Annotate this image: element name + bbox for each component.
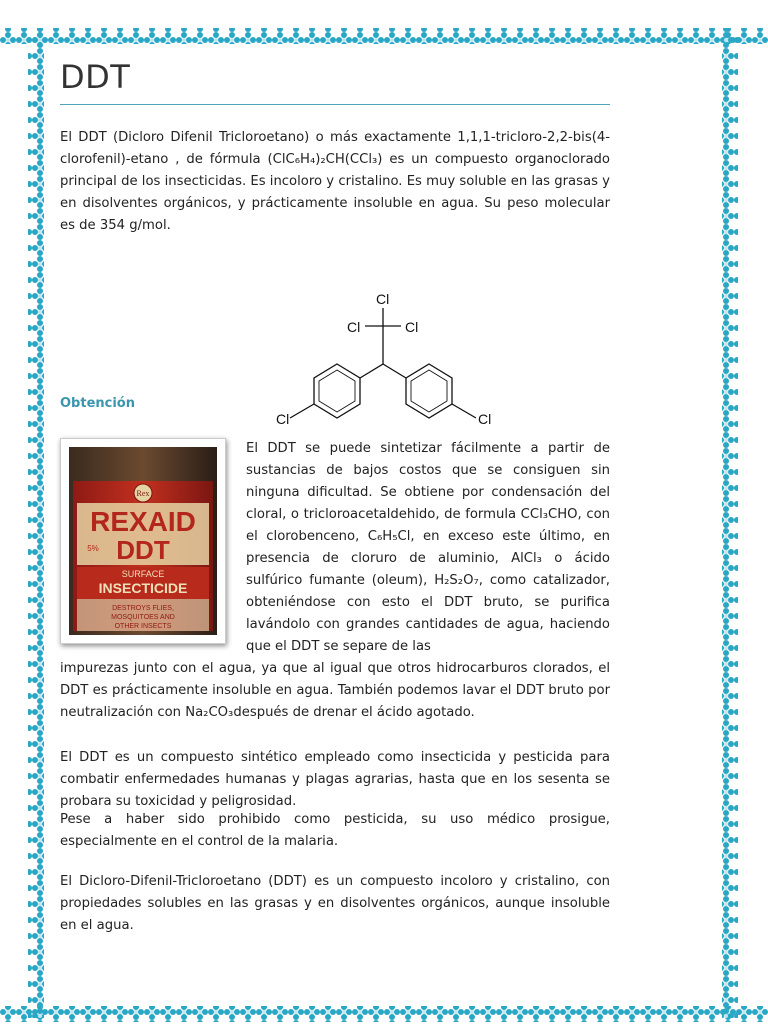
obtencion-text-beside-image: El DDT se puede sintetizar fácilmente a partir de sustancias de bajos costos que se consiguen sin ninguna dificultad. Se obtiene por condensación del cloral, o tricloroacetaldehido, de formula CCl₃CHO, con el clorobenceno, C₆H₅Cl, en exceso este último, en presencia de cloruro de aluminio, AlCl₃ o ácido sulfúrico fumante (oleum), H₂S₂O₇, como catalizador, obteniéndose con esto el DDT bruto, se purifica lavándolo con grandes cantidades de agua, haciendo que el DDT se separe de las bbox=[246, 441, 610, 654]
page-title: DDT bbox=[60, 58, 131, 96]
can-tagline-1: DESTROYS FLIES, bbox=[112, 605, 174, 612]
structure-label-cl-top: Cl bbox=[376, 291, 390, 307]
structure-label-cl-ring-right: Cl bbox=[478, 411, 492, 427]
can-product: DDT bbox=[116, 535, 170, 565]
can-percent: 5% bbox=[87, 544, 99, 553]
decorative-border-right bbox=[718, 0, 768, 1024]
structure-label-cl-right: Cl bbox=[405, 319, 419, 335]
decorative-border-top bbox=[0, 0, 768, 44]
paragraph-insecticide: El DDT es un compuesto sintético empleado como insecticida y pesticida para combatir enfermedades humanas y plagas agrarias, hasta que en los sesenta se probara su toxicidad y peligrosidad. bbox=[60, 750, 610, 809]
paragraph-malaria: Pese a haber sido prohibido como pesticida, su uso médico prosigue, especialmente en el control de la malaria. bbox=[60, 812, 610, 849]
can-surface: SURFACE bbox=[121, 569, 165, 579]
paragraph-properties: El Dicloro-Difenil-Tricloroetano (DDT) es un compuesto incoloro y cristalino, con propiedades solubles en las grasas y en disolventes orgánicos, aunque insoluble en el agua. bbox=[60, 874, 610, 933]
intro-paragraph: El DDT (Dicloro Difenil Tricloroetano) o más exactamente 1,1,1-tricloro-2,2-bis(4-clorofenil)-etano , de fórmula (ClC₆H₄)₂CH(CCl₃) es un compuesto organoclorado principal de los insecticidas. Es incoloro y cristalino. Es muy soluble en las grasas y en disolventes orgánicos, y prácticamente insoluble en agua. Su peso molecular es de 354 g/mol. bbox=[60, 130, 610, 233]
can-brand-small: Rex bbox=[136, 489, 150, 498]
decorative-border-left bbox=[0, 0, 50, 1024]
ddt-structure-diagram bbox=[220, 244, 540, 434]
ddt-can-photo bbox=[60, 438, 226, 644]
can-tagline-3: OTHER INSECTS bbox=[114, 623, 172, 630]
section-title-obtencion: Obtención bbox=[60, 396, 135, 411]
title-underline bbox=[60, 104, 610, 105]
structure-label-cl-left: Cl bbox=[347, 319, 361, 335]
can-brand: REXAID bbox=[90, 506, 196, 537]
obtencion-text-below-image: impurezas junto con el agua, ya que al igual que otros hidrocarburos clorados, el DDT es prácticamente insoluble en agua. También podemos lavar el DDT bruto por neutralización con Na₂CO₃después de drenar el ácido agotado. bbox=[60, 661, 610, 720]
structure-label-cl-ring-left: Cl bbox=[276, 411, 290, 427]
can-kind: INSECTICIDE bbox=[98, 580, 188, 596]
decorative-border-bottom bbox=[0, 1004, 768, 1024]
can-tagline-2: MOSQUITOES AND bbox=[111, 614, 175, 621]
